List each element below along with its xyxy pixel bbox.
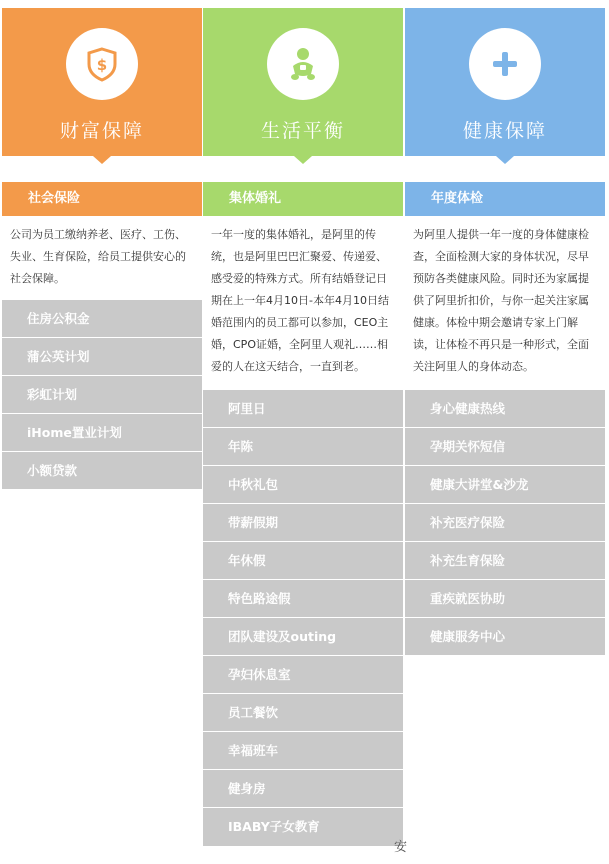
annual-checkup-description: 为阿里人提供一年一度的身体健康检查，全面检测大家的身体状况，尽早预防各类健康风险。同时还为家属提供了阿里折扣价，与你一起关注家属健康。体检中期会邀请专家上门解读，让体检不再只是一种形式，全面关注阿里人的身体动态。 — [413, 228, 589, 373]
life-title: 生活平衡 — [260, 120, 345, 142]
list-item[interactable]: 员工餐饮 — [203, 694, 403, 732]
wealth-benefits-list — [2, 300, 202, 490]
list-item[interactable]: 年休假 — [203, 542, 403, 580]
health-hero — [405, 8, 605, 156]
section-title-group-wedding: 集体婚礼 — [203, 182, 403, 216]
health-icon-circle — [469, 28, 541, 100]
list-item[interactable]: 重疾就医协助 — [405, 580, 605, 618]
wealth-column — [2, 8, 202, 490]
social-insurance-description: 公司为员工缴纳养老、医疗、工伤、失业、生育保险，给员工提供安心的社会保障。 — [10, 228, 186, 285]
list-item[interactable]: 中秋礼包 — [203, 466, 403, 504]
list-item[interactable]: 带薪假期 — [203, 504, 403, 542]
life-column — [203, 8, 403, 846]
list-item[interactable]: 特色路途假 — [203, 580, 403, 618]
list-item[interactable]: 健身房 — [203, 770, 403, 808]
section-title-annual-checkup: 年度体检 — [405, 182, 605, 216]
dollar-shield-icon — [82, 44, 122, 84]
list-item[interactable]: 孕妇休息室 — [203, 656, 403, 694]
list-item[interactable]: 身心健康热线 — [405, 390, 605, 428]
health-pointer — [496, 156, 514, 164]
list-item[interactable]: 孕期关怀短信 — [405, 428, 605, 466]
list-item[interactable]: 健康大讲堂&沙龙 — [405, 466, 605, 504]
group-wedding-description: 一年一度的集体婚礼，是阿里的传统，也是阿里巴巴汇聚爱、传递爱、感受爱的特殊方式。所有结婚登记日期在上一年4月10日-本年4月10日结婚范围内的员工都可以参加，CEO主婚，CPO证婚，全阿里人观礼……相爱的人在这天结合，一直到老。 — [211, 228, 389, 373]
section-title-social-insurance: 社会保险 — [2, 182, 202, 216]
health-benefits-list — [405, 390, 605, 656]
life-icon-circle — [267, 28, 339, 100]
list-item[interactable]: 阿里日 — [203, 390, 403, 428]
list-item[interactable]: 住房公积金 — [2, 300, 202, 338]
list-item[interactable]: 团队建设及outing — [203, 618, 403, 656]
clipped-text: 安 — [394, 840, 408, 855]
list-item[interactable]: iHome置业计划 — [2, 414, 202, 452]
list-item[interactable]: IBABY子女教育 — [228, 819, 320, 834]
svg-text:$: $ — [96, 56, 108, 74]
plus-icon — [485, 44, 525, 84]
life-hero — [203, 8, 403, 156]
list-item[interactable]: 小额贷款 — [2, 452, 202, 490]
wealth-icon-circle — [66, 28, 138, 100]
list-item[interactable]: 补充生育保险 — [405, 542, 605, 580]
life-benefits-list — [203, 390, 403, 846]
list-item[interactable]: 补充医疗保险 — [405, 504, 605, 542]
wealth-hero — [2, 8, 202, 156]
health-title: 健康保障 — [462, 120, 547, 142]
list-item[interactable]: 幸福班车 — [203, 732, 403, 770]
life-pointer — [294, 156, 312, 164]
baby-icon — [283, 44, 323, 84]
list-item[interactable]: 健康服务中心 — [405, 618, 605, 656]
health-column — [405, 8, 605, 656]
list-item[interactable]: 蒲公英计划 — [2, 338, 202, 376]
wealth-pointer — [93, 156, 111, 164]
list-item[interactable]: 彩虹计划 — [2, 376, 202, 414]
wealth-title: 财富保障 — [59, 120, 144, 142]
list-item[interactable]: 年陈 — [203, 428, 403, 466]
